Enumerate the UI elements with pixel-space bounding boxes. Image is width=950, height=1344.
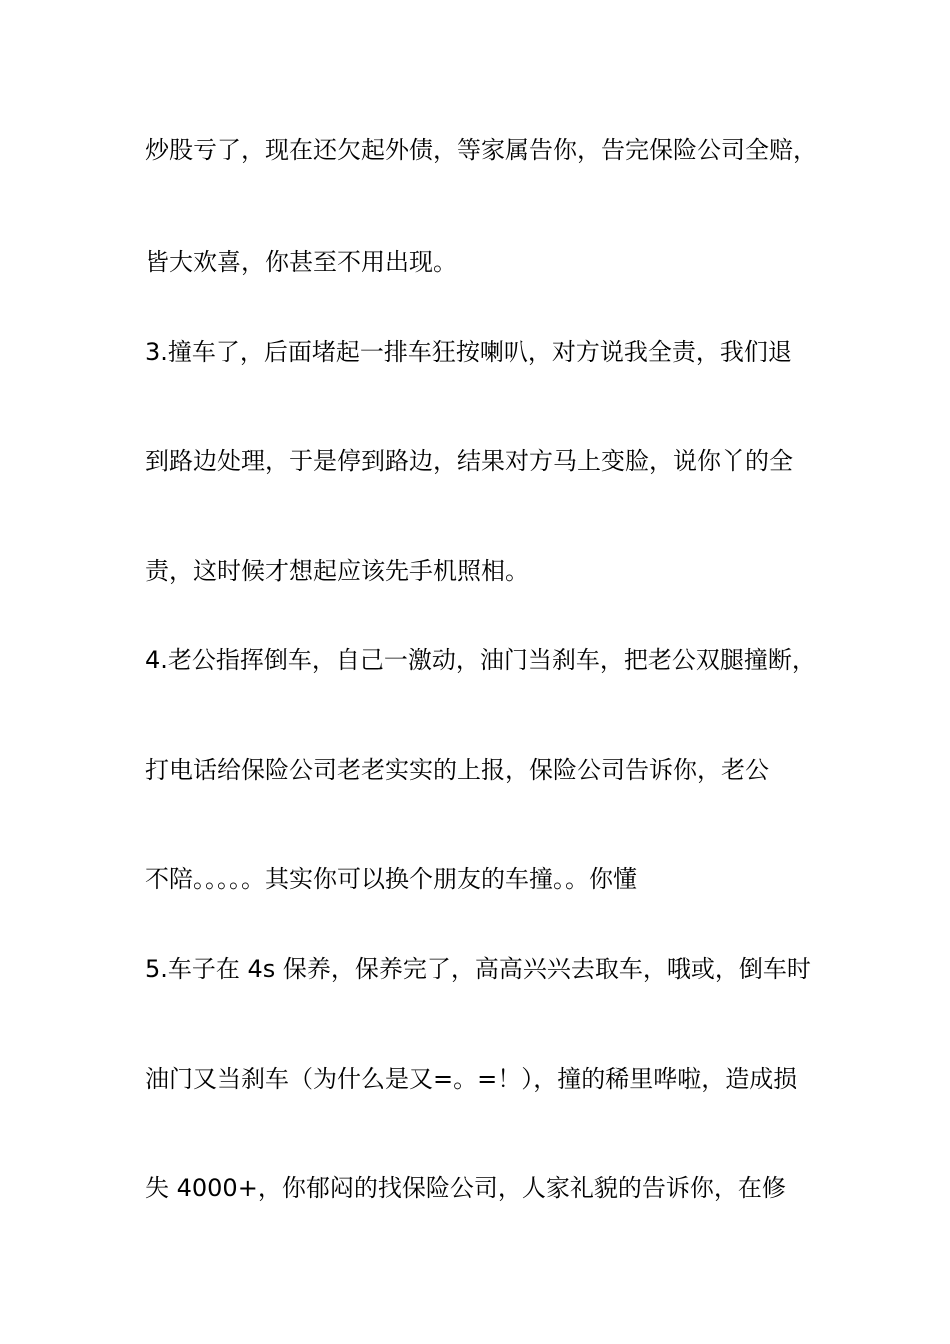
text-line: 油门又当刹车（为什么是又=。=！），撞的稀里哗啦，造成损 bbox=[145, 1065, 798, 1093]
text-line: 打电话给保险公司老老实实的上报，保险公司告诉你，老公 bbox=[145, 756, 769, 784]
text-line: 4.老公指挥倒车，自己一激动，油门当刹车，把老公双腿撞断， bbox=[145, 646, 816, 674]
text-line: 炒股亏了，现在还欠起外债，等家属告你，告完保险公司全赔， bbox=[145, 136, 817, 164]
text-line: 失 4000+，你郁闷的找保险公司，人家礼貌的告诉你，在修 bbox=[145, 1174, 786, 1202]
text-line: 责，这时候才想起应该先手机照相。 bbox=[145, 557, 529, 585]
text-line: 到路边处理，于是停到路边，结果对方马上变脸，说你丫的全 bbox=[145, 447, 793, 475]
text-line: 皆大欢喜，你甚至不用出现。 bbox=[145, 248, 457, 276]
text-line: 3.撞车了，后面堵起一排车狂按喇叭，对方说我全责，我们退 bbox=[145, 338, 792, 366]
text-line: 不陪。。。。。其实你可以换个朋友的车撞。。你懂 bbox=[145, 865, 637, 893]
text-line: 5.车子在 4s 保养，保养完了，高高兴兴去取车，哦或，倒车时 bbox=[145, 955, 811, 983]
